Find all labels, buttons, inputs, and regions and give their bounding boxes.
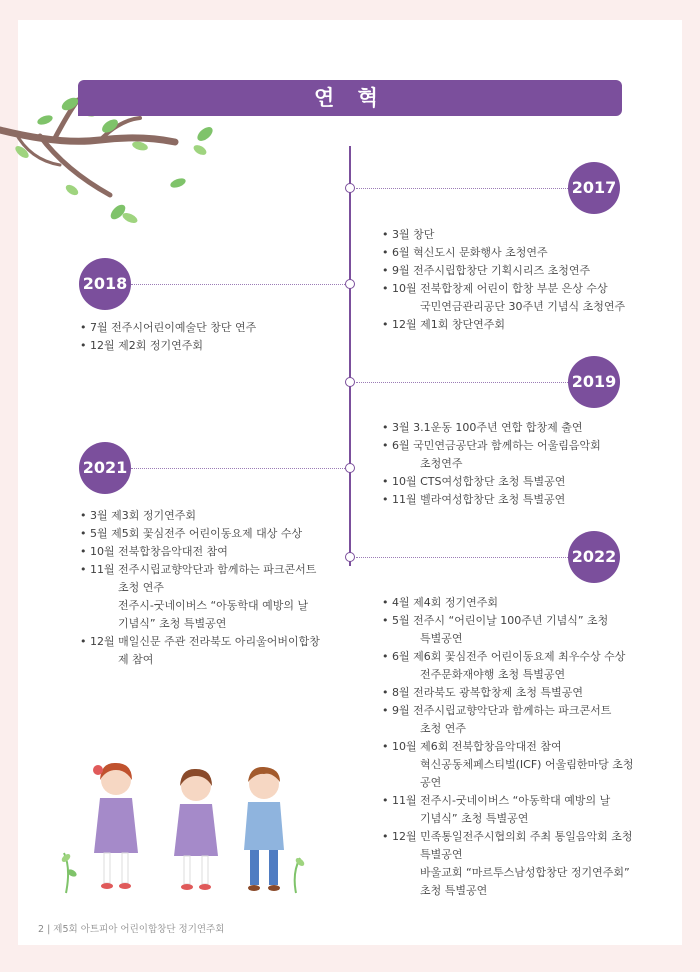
list-item: • 6월 제6회 꽃심전주 어린이동요제 최우수상 수상 전주문화재야행 초청 특별공연	[382, 648, 657, 684]
list-item: • 5월 전주시 “어린이날 100주년 기념식” 초청 특별공연	[382, 612, 657, 648]
timeline-node	[345, 279, 355, 289]
year-badge-2018: 2018	[79, 258, 131, 310]
list-item: • 3월 제3회 정기연주회	[80, 507, 345, 525]
list-item: • 9월 전주시립교향악단과 함께하는 파크콘서트 초청 연주	[382, 702, 657, 738]
list-item: • 4월 제4회 정기연주회	[382, 594, 657, 612]
timeline-spine	[349, 146, 351, 566]
timeline-node	[345, 377, 355, 387]
year-badge-2019: 2019	[568, 356, 620, 408]
list-item: • 3월 3.1운동 100주년 연합 합창제 출연	[382, 419, 652, 437]
connector-line	[131, 284, 345, 285]
year-badge-2021: 2021	[79, 442, 131, 494]
event-list-2017	[382, 226, 652, 334]
list-item: • 12월 민족통일전주시협의회 주최 통일음악회 초청 특별공연 바울교회 “마르투스남성합창단 정기연주회” 초청 특별공연	[382, 828, 657, 900]
list-item: • 11월 전주시립교향악단과 함께하는 파크콘서트 초청 연주 전주시-굿네이버스 “아동학대 예방의 날 기념식” 초청 특별공연	[80, 561, 345, 633]
list-item: • 3월 창단	[382, 226, 652, 244]
event-list-2018	[80, 319, 345, 355]
list-item: • 10월 전북합창제 어린이 합창 부분 은상 수상 국민연금관리공단 30주년 기념식 초청연주	[382, 280, 652, 316]
connector-line	[356, 557, 570, 558]
timeline-node	[345, 183, 355, 193]
timeline-node	[345, 463, 355, 473]
year-badge-2022: 2022	[568, 531, 620, 583]
list-item: • 6월 혁신도시 문화행사 초청연주	[382, 244, 652, 262]
connector-line	[356, 188, 570, 189]
list-item: • 11월 벨라여성합창단 초청 특별공연	[382, 491, 652, 509]
list-item: • 11월 전주시-굿네이버스 “아동학대 예방의 날 기념식” 초청 특별공연	[382, 792, 657, 828]
list-item: • 12월 제2회 정기연주회	[80, 337, 345, 355]
list-item: • 9월 전주시립합창단 기획시리즈 초청연주	[382, 262, 652, 280]
list-item: • 12월 제1회 창단연주회	[382, 316, 652, 334]
list-item: • 8월 전라북도 광복합창제 초청 특별공연	[382, 684, 657, 702]
event-list-2021	[80, 507, 345, 669]
connector-line	[131, 468, 345, 469]
event-list-2019	[382, 419, 652, 509]
connector-line	[356, 382, 570, 383]
list-item: • 10월 CTS여성합창단 초청 특별공연	[382, 473, 652, 491]
timeline-node	[345, 552, 355, 562]
list-item: • 12월 매일신문 주관 전라북도 아리울어버이합창 제 참여	[80, 633, 345, 669]
list-item: • 6월 국민연금공단과 함께하는 어울림음악회 초청연주	[382, 437, 652, 473]
list-item: • 5월 제5회 꽃심전주 어린이동요제 대상 수상	[80, 525, 345, 543]
page-title: 연 혁	[78, 80, 622, 116]
list-item: • 10월 전북합창음악대전 참여	[80, 543, 345, 561]
page-footer: 2 | 제5회 아트피아 어린이합창단 정기연주회	[38, 924, 225, 935]
singing-children-illustration	[56, 758, 316, 898]
list-item: • 7월 전주시어린이예술단 창단 연주	[80, 319, 345, 337]
list-item: • 10월 제6회 전북합창음악대전 참여 혁신공동체페스티벌(ICF) 어울림한마당 초청 공연	[382, 738, 657, 792]
event-list-2022	[382, 594, 657, 900]
year-badge-2017: 2017	[568, 162, 620, 214]
